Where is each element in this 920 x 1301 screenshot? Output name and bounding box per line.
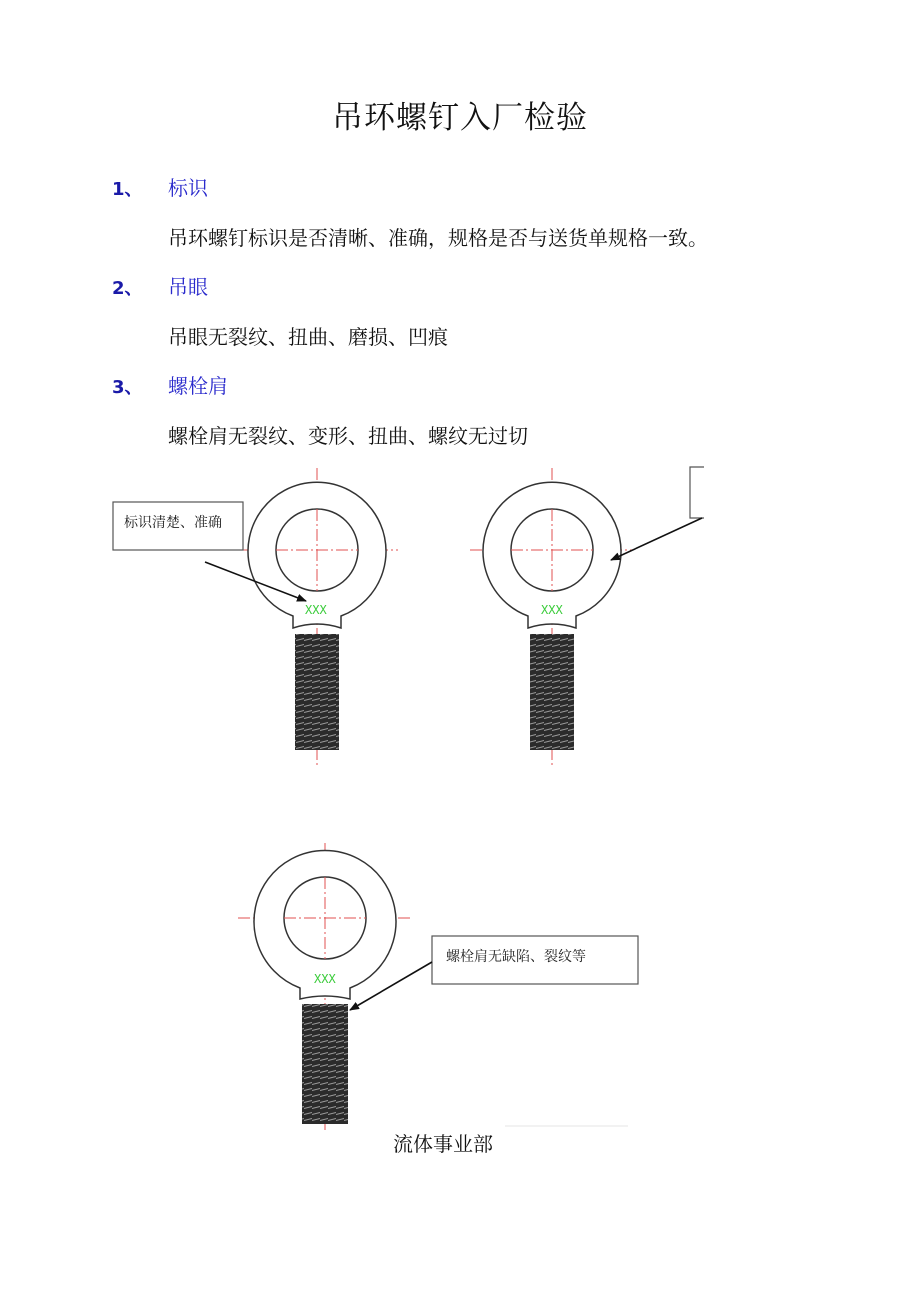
svg-text:XXX: XXX xyxy=(314,972,336,986)
callout-1-text: 标识清楚、准确 xyxy=(124,515,222,531)
section-3-title: 螺栓肩 xyxy=(168,374,228,398)
callout-3 xyxy=(350,936,638,1010)
section-1-body: 吊环螺钉标识是否清晰、准确，规格是否与送货单规格一致。 xyxy=(168,226,708,250)
eyebolt-2 xyxy=(470,468,632,765)
eyebolt-1 xyxy=(236,468,398,765)
svg-text:XXX: XXX xyxy=(305,603,327,617)
section-1-title: 标识 xyxy=(168,176,208,200)
section-3-number: 3、 xyxy=(112,377,143,398)
svg-text:XXX: XXX xyxy=(541,603,563,617)
callout-3-text: 螺栓肩无缺陷、裂纹等 xyxy=(446,949,586,965)
section-2-title: 吊眼 xyxy=(168,275,208,299)
section-1-number: 1、 xyxy=(112,179,143,200)
document-title: 吊环螺钉入厂检验 xyxy=(332,100,588,136)
section-2-body: 吊眼无裂纹、扭曲、磨损、凹痕 xyxy=(168,325,448,349)
eyebolt-3 xyxy=(238,843,412,1130)
section-3-body: 螺栓肩无裂纹、变形、扭曲、螺纹无过切 xyxy=(168,424,528,448)
callout-2 xyxy=(611,467,704,560)
section-2-number: 2、 xyxy=(112,278,143,299)
footer-text: 流体事业部 xyxy=(393,1132,493,1156)
